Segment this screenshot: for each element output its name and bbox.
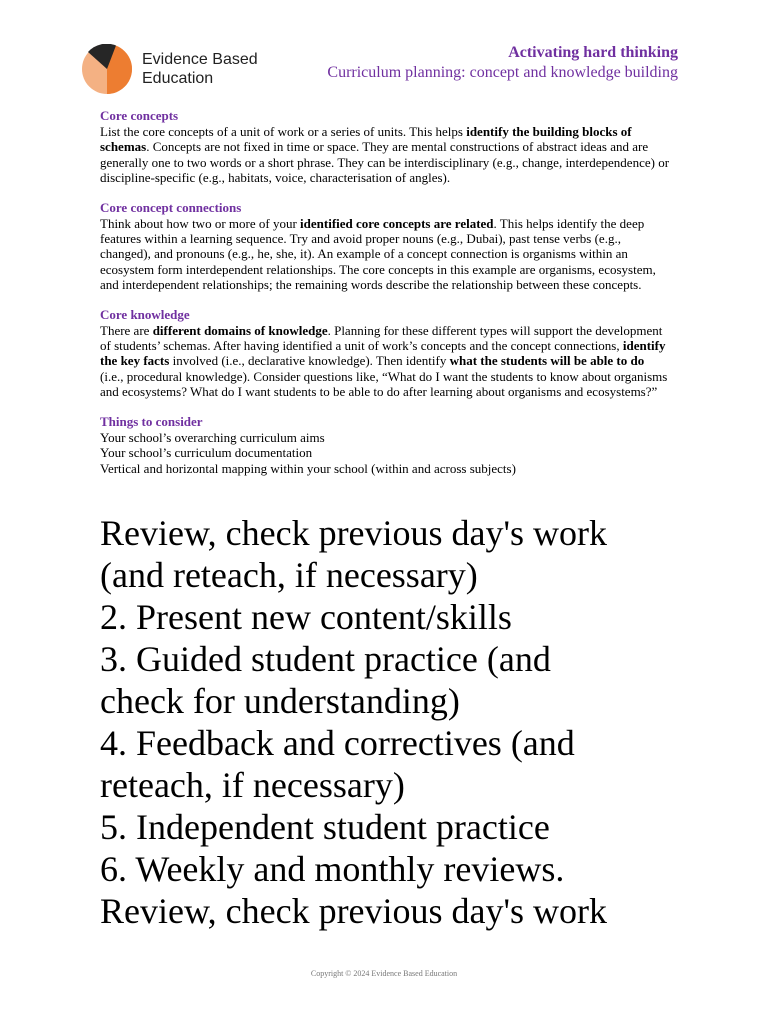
document-content	[100, 108, 670, 490]
consider-item: Your school’s overarching curriculum aims	[100, 429, 325, 445]
body-emphasis: identify the key facts	[100, 338, 666, 369]
body-text: Think about how two or more of your	[100, 215, 301, 231]
overlay-line: Review, check previous day's work	[100, 513, 608, 553]
body-emphasis: different domains of knowledge	[152, 322, 328, 338]
copyright-footer: Copyright © 2024 Evidence Based Education	[310, 969, 458, 978]
overlay-line: 2. Present new content/skills	[100, 597, 512, 637]
overlay-line: reteach, if necessary)	[100, 765, 405, 805]
logo	[82, 44, 258, 94]
overlay-line: check for understanding)	[100, 681, 460, 721]
logo-text	[142, 50, 258, 88]
overlay-line: 3. Guided student practice (and	[100, 639, 551, 679]
body-text: . Planning for these different types will support the development of students’ schemas. After having identified a unit of work’s concepts and the concept connections,	[100, 322, 663, 354]
section-core-concepts	[100, 108, 670, 186]
overlay-line: 4. Feedback and correctives (and	[100, 723, 575, 763]
overlay-line: 6. Weekly and monthly reviews.	[100, 849, 565, 889]
body-emphasis: identified core concepts are related	[300, 215, 494, 231]
overlay-text-block	[100, 512, 700, 932]
logo-line-2: Education	[142, 70, 214, 87]
document-header	[327, 43, 678, 83]
section-heading: Core concepts	[100, 108, 179, 123]
header-title: Activating hard thinking	[508, 44, 678, 61]
section-core-knowledge	[100, 307, 670, 400]
body-text: involved (i.e., declarative knowledge). Then identify	[169, 353, 450, 369]
body-emphasis: identify the building blocks of schemas	[100, 124, 632, 155]
body-text: List the core concepts of a unit of work or a series of units. This helps	[100, 124, 467, 139]
consider-item: Vertical and horizontal mapping within your school (within and across subjects)	[100, 460, 516, 476]
section-body	[100, 323, 670, 400]
body-text: . Concepts are not fixed in time or space. They are mental constructions of abstract ideas and are generally one to two words or a short phrase. They can be interdisciplinary (e.g., change, interdependence) or discipline-specific (e.g., habitats, voice, characterisation of angles).	[100, 139, 670, 186]
overlay-line: (and reteach, if necessary)	[100, 555, 478, 595]
consider-list	[100, 430, 670, 476]
section-heading: Core knowledge	[100, 306, 190, 322]
overlay-line: 5. Independent student practice	[100, 807, 550, 847]
section-core-concept-connections	[100, 200, 670, 293]
section-things-to-consider	[100, 414, 670, 476]
body-text: (i.e., procedural knowledge). Consider questions like, “What do I want the students to know about organisms and ecosystems? What do I want students to be able to do after learning about organisms and ecosystems?”	[100, 368, 668, 400]
section-body	[100, 124, 670, 186]
consider-item: Your school’s curriculum documentation	[100, 445, 313, 461]
section-heading: Core concept connections	[100, 199, 242, 215]
overlay-line: Review, check previous day's work	[100, 891, 608, 931]
logo-line-1: Evidence Based	[142, 51, 258, 68]
body-emphasis: what the students will be able to do	[449, 353, 645, 369]
header-subtitle: Curriculum planning: concept and knowledge building	[327, 64, 678, 81]
body-text: There are	[100, 322, 153, 338]
section-body	[100, 216, 670, 293]
body-text: . This helps identify the deep features within a learning sequence. Try and avoid proper nouns (e.g., Dubai), past tense verbs (e.g., changed), and pronouns (e.g., he, she, it). An example of a concept connection is organisms within an ecosystem form interdependent relationships. The core concepts in this example are organisms, ecosystem, and interdependent relationships; the remaining words describe the relationship between these concepts.	[100, 215, 656, 293]
section-heading: Things to consider	[100, 413, 203, 429]
evidence-based-education-logo-icon	[82, 44, 132, 94]
